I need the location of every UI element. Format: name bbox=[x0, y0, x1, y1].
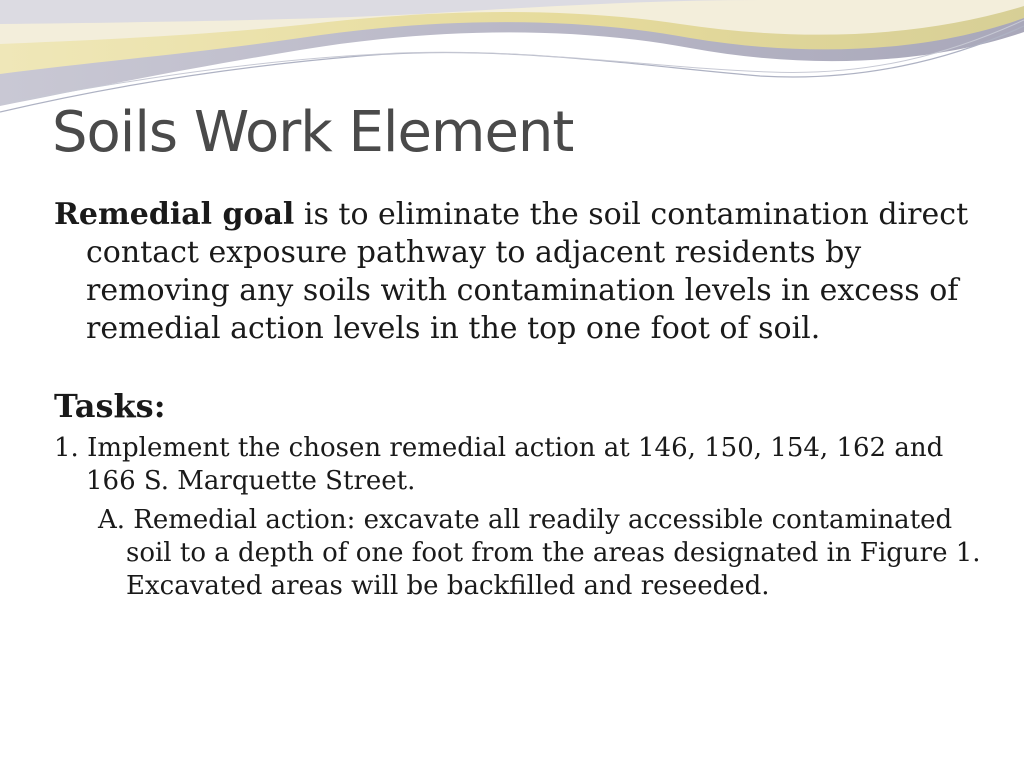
remedial-goal-paragraph bbox=[54, 196, 994, 348]
tasks-heading: Tasks: bbox=[54, 387, 166, 425]
task-item: 1. Implement the chosen remedial action at 146, 150, 154, 162 and 166 S. Marquette Street. bbox=[54, 433, 944, 496]
remedial-goal-text: is to eliminate the soil contamination direct contact exposure pathway to adjacent residents by removing any soils with contamination levels in excess of remedial action levels in the top one foot of soil. bbox=[86, 197, 969, 346]
remedial-goal-lead: Remedial goal bbox=[54, 197, 295, 232]
task-subitem: A. Remedial action: excavate all readily accessible contaminated soil to a depth of one foot from the areas designated in Figure 1. Excavated areas will be backfilled and reseeded. bbox=[98, 505, 981, 601]
slide-title: Soils Work Element bbox=[52, 100, 574, 165]
slide-body bbox=[54, 196, 994, 603]
